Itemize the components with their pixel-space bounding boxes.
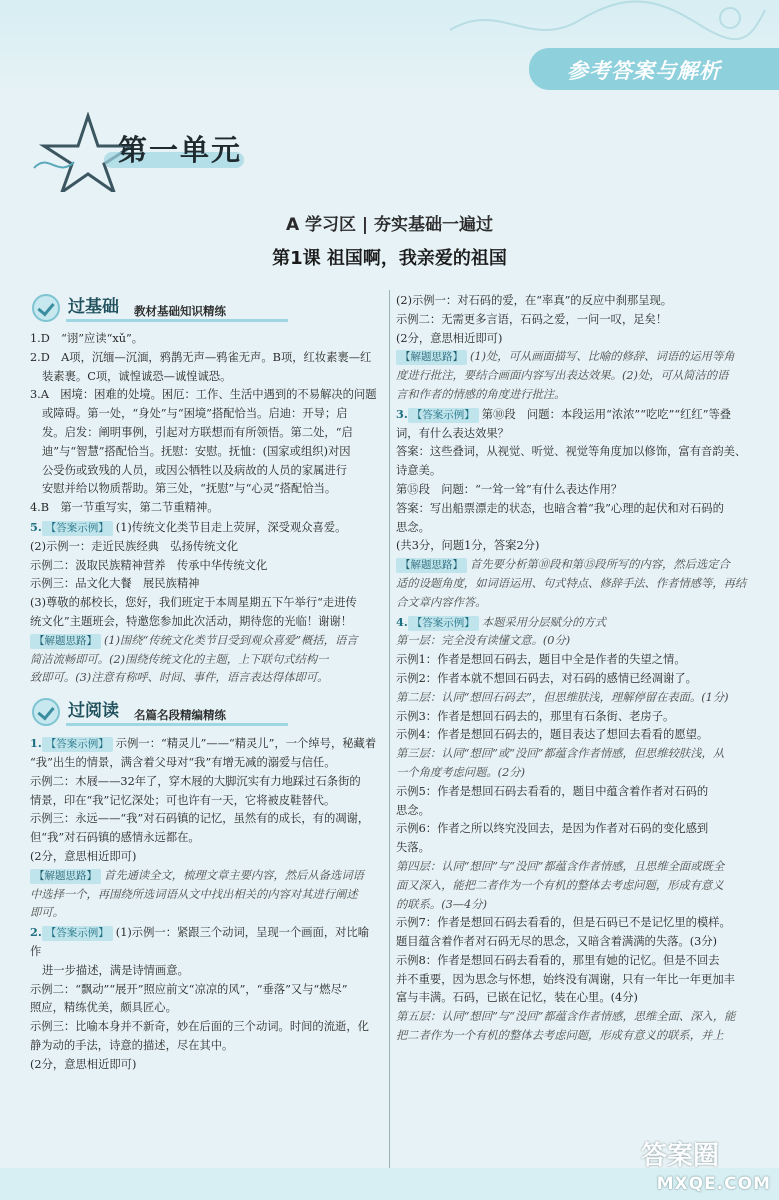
solution-tip-tag: 【解题思路】 bbox=[396, 350, 467, 365]
right-a4a-text: (1)处，可从画面描写、比喻的修辞、词语的运用等角 bbox=[470, 350, 735, 364]
watermark-logo: 答案圈 bbox=[640, 1141, 719, 1171]
answer-5i: 致即可。(3)注意有称呼、时间、事件，语言表达得体即可。 bbox=[30, 671, 329, 685]
right-c1c: 示例1：作者是想回石码去，题目中全是作者的失望之情。 bbox=[396, 653, 686, 667]
right-b1i-text: 首先要分析第⑩段和第⑮段所写的内容，然后选定合 bbox=[470, 558, 730, 572]
answer-5f: 统文化”主题班会，特邀您参加此次活动，期待您的光临！谢谢！ bbox=[30, 614, 353, 628]
reading-2a-text: (1)示例一：紧跟三个动词，呈现一个画面，对比喻作 bbox=[30, 926, 370, 958]
answer-example-tag: 【答案示例】 bbox=[42, 926, 113, 941]
reading-1g: (2分，意思相近即可) bbox=[30, 849, 137, 863]
answer-5a-text: (1)传统文化类节目走上荧屏，深受观众喜爱。 bbox=[115, 520, 347, 534]
right-c1u: 富与丰满。石码，已嵌在记忆，装在心里。(4分) bbox=[396, 991, 638, 1005]
check-icon bbox=[32, 698, 60, 726]
right-c1f: 示例3：作者是想回石码去的，那里有石条街、老房子。 bbox=[396, 709, 675, 723]
right-c1k: 思念。 bbox=[396, 803, 430, 817]
column-divider bbox=[389, 290, 390, 1180]
right-b1e: 第⑮段 问题：“一耸一耸”有什么表达作用？ bbox=[396, 482, 623, 496]
answer-5c: 示例二：汲取民族精神营养 传承中华传统文化 bbox=[30, 558, 268, 572]
right-b1g: 思念。 bbox=[396, 520, 430, 534]
answer-1: 1.D “诩”应读“xǔ”。 bbox=[30, 332, 144, 345]
heading-reading-subtitle: 名篇名段精编精练 bbox=[134, 708, 226, 723]
left-column bbox=[30, 292, 380, 1074]
right-b1c: 答案：这些叠词，从视觉、听觉、视觉等角度加以修饰，富有音韵美、 bbox=[396, 445, 747, 459]
answer-5b: (2)示例一：走近民族经典 弘扬传统文化 bbox=[30, 539, 239, 553]
reading-2f: 静为动的手法，诗意的描述，尽在其中。 bbox=[30, 1038, 234, 1052]
reading-1a-text: 示例一：“精灵儿”——“精灵儿”，一个绰号，秘藏着 bbox=[115, 737, 377, 751]
answer-banner bbox=[529, 48, 779, 90]
right-a1: (2)示例一：对石码的爱，在“率真”的反应中刹那呈现。 bbox=[396, 294, 673, 307]
decorative-swirl-icon bbox=[440, 0, 770, 46]
right-c1p: 的联系。(3—4分) bbox=[396, 897, 487, 911]
heading-reading bbox=[30, 698, 380, 728]
right-b1d: 诗意美。 bbox=[396, 464, 442, 478]
right-a4c: 言和作者的情感的角度进行批注。 bbox=[396, 387, 566, 401]
reading-1i: 中选择一个，再围绕所选词语从文中找出相关的内容对其进行阐述 bbox=[30, 887, 358, 901]
answer-5a: 5. 【答案示例】 (1)传统文化类节目走上荧屏，深受观众喜爱。 bbox=[30, 519, 347, 534]
right-a2: 示例二：无需更多言语，石码之爱，一问一叹，足矣！ bbox=[396, 312, 668, 326]
reading-1e: 示例三：永远——“我”对石码镇的记忆，虽然有的成长，有的凋谢， bbox=[30, 812, 370, 826]
right-c1b: 第一层：完全没有读懂文意。(0分) bbox=[396, 634, 571, 648]
reading-2c: 示例二：“飘动”“展开”照应前文“凉凉的风”，“垂落”又与“燃尽” bbox=[30, 982, 348, 996]
right-c1q: 示例7：作者是想回石码去看看的，但是石码已不是记忆里的模样。 bbox=[396, 916, 731, 930]
right-c1l: 示例6：作者之所以终究没回去，是因为作者对石码的变化感到 bbox=[396, 822, 709, 836]
right-a4a bbox=[396, 348, 758, 367]
right-b1a-text: 第⑩段 问题：本段运用“浓浓”“吃吃”“红红”等叠 bbox=[481, 407, 732, 421]
answer-5e: (3)尊敬的郝校长，您好，我们班定于本周星期五下午举行“走进传 bbox=[30, 596, 357, 610]
right-c1d: 示例2：作者本就不想回石码去，对石码的感情已经凋谢了。 bbox=[396, 671, 697, 685]
heading-basics-subtitle: 教材基础知识精练 bbox=[134, 304, 226, 318]
reading-2g: (2分，意思相近即可) bbox=[30, 1057, 137, 1071]
reading-1h bbox=[30, 867, 380, 886]
right-c1n: 第四层：认同“想回”与“没回”都蕴含作者情感，且思维全面或既全 bbox=[396, 859, 725, 873]
right-column bbox=[396, 292, 758, 1046]
heading-basics bbox=[30, 294, 380, 324]
right-c1w: 把二者作为一个有机的整体去考虑问题，形成有意义的联系，并上 bbox=[396, 1029, 724, 1043]
answer-3b: 或障碍。第一处，“身处”与“困境”搭配恰当。启迪：开导；启 bbox=[42, 407, 348, 421]
right-c1r: 题目蕴含着作者对石码无尽的思念，又暗含着满满的失落。(3分) bbox=[396, 935, 718, 949]
answer-4: 4.B 第一节重写实，第二节重精神。 bbox=[30, 501, 219, 515]
right-b1b: 词，有什么表达效果？ bbox=[396, 426, 509, 440]
right-b1k: 合文章内容作答。 bbox=[396, 595, 487, 609]
reading-2d: 照应，精练优美，颇具匠心。 bbox=[30, 1001, 177, 1015]
right-c1t: 并不重要，因为思念与怀想，始终没有凋谢，只有一年比一年更加丰 bbox=[396, 972, 735, 986]
right-b1h: (共3分，问题1分，答案2分) bbox=[396, 539, 540, 553]
banner-label: 参考答案与解析 bbox=[567, 59, 721, 83]
right-c1o: 面又深入，能把二者作为一个有机的整体去考虑问题，形成有意义 bbox=[396, 878, 724, 892]
answer-5g bbox=[30, 632, 380, 651]
reading-2b: 进一步描述，满是诗情画意。 bbox=[42, 963, 189, 977]
answer-3c: 发。启发：阐明事例，引起对方联想而有所领悟。第二处，“启 bbox=[42, 425, 353, 439]
reading-1f: 但“我”对石码镇的感情永远都在。 bbox=[30, 831, 200, 845]
unit-title: 第一单元 bbox=[118, 133, 243, 167]
answer-5g-text: (1)围绕“传统文化类节目受到观众喜爱”概括，语言 bbox=[104, 633, 358, 647]
right-a3: (2分，意思相近即可) bbox=[396, 331, 503, 345]
right-c1h: 第三层：认同“想回”或“没回”都蕴含作者情感，但思维较肤浅，从 bbox=[396, 747, 725, 761]
right-c1i: 一个角度考虑问题。(2分) bbox=[396, 765, 525, 779]
reading-1j: 即可。 bbox=[30, 906, 64, 920]
right-b1i bbox=[396, 556, 758, 575]
right-c1s: 示例8：作者是想回石码去看看的，那里有她的记忆。但是不回去 bbox=[396, 953, 720, 967]
answer-3d: 迪”与“智慧”搭配恰当。抚慰：安慰。抚恤：(国家或组织)对因 bbox=[42, 444, 351, 458]
right-c1e: 第二层：认同“想回石码去”，但思维肤浅，理解停留在表面。(1分) bbox=[396, 690, 729, 704]
heading-basics-title: 过基础 bbox=[68, 297, 119, 317]
solution-tip-tag: 【解题思路】 bbox=[30, 869, 101, 884]
right-c1j: 示例5：作者是想回石码去看看的，题目中蕴含着作者对石码的 bbox=[396, 784, 709, 798]
check-icon bbox=[32, 294, 60, 322]
reading-2a: 2. 【答案示例】 (1)示例一：紧跟三个动词，呈现一个画面，对比喻作 bbox=[30, 925, 370, 958]
right-a4b: 度进行批注，要结合画面内容写出表达效果。(2)处，可从简洁的语 bbox=[396, 369, 729, 383]
section-title: A 学习区 | 夯实基础一遍过 bbox=[285, 215, 494, 235]
answer-3a: 3.A 困境：困难的处境。困厄：工作、生活中遇到的不易解决的问题 bbox=[30, 388, 377, 402]
right-c1g: 示例4：作者是想回石码去的，题目表达了想回去看看的愿望。 bbox=[396, 728, 709, 742]
answer-example-tag: 【答案示例】 bbox=[408, 616, 479, 631]
solution-tip-tag: 【解题思路】 bbox=[396, 558, 467, 573]
answer-2b: 装素裹。C项，诚惶诚恐—诚惶诚恐。 bbox=[42, 369, 232, 383]
right-b1a: 3. 【答案示例】 第⑩段 问题：本段运用“浓浓”“吃吃”“红红”等叠 bbox=[396, 406, 732, 421]
reading-1c: 示例二：木屐——32年了，穿木屐的大脚沉实有力地踩过石条街的 bbox=[30, 774, 361, 788]
reading-2e: 示例三：比喻本身并不新奇，妙在后面的三个动词。时间的流逝，化 bbox=[30, 1020, 369, 1034]
reading-1a: 1. 【答案示例】 示例一：“精灵儿”——“精灵儿”，一个绰号，秘藏着 bbox=[30, 736, 377, 751]
right-c1v: 第五层：认同“想回”与“没回”都蕴含作者情感，思维全面、深入，能 bbox=[396, 1010, 736, 1024]
solution-tip-tag: 【解题思路】 bbox=[30, 634, 101, 649]
watermark-url: MXQE.COM bbox=[656, 1174, 771, 1194]
answer-5h: 简洁流畅即可。(2)围绕传统文化的主题，上下联句式结构一 bbox=[30, 652, 329, 666]
right-c1m: 失落。 bbox=[396, 841, 430, 855]
reading-1h-text: 首先通读全文，梳理文章主要内容，然后从备选词语 bbox=[104, 868, 364, 882]
reading-1b: “我”出生的情景，满含着父母对“我”有增无减的溺爱与信任。 bbox=[30, 755, 336, 769]
reading-1d: 情景，印在“我”记忆深处；可也许有一天，它将被皮鞋替代。 bbox=[30, 793, 336, 807]
right-b1f: 答案：写出船票漂走的状态，也暗含着“我”心理的起伏和对石码的 bbox=[396, 501, 724, 515]
answer-3e: 公受伤或致残的人员，或因公牺牲以及病故的人员的家属进行 bbox=[42, 463, 348, 477]
answer-example-tag: 【答案示例】 bbox=[42, 521, 113, 536]
answer-example-tag: 【答案示例】 bbox=[408, 408, 479, 423]
answer-5d: 示例三：品文化大餐 展民族精神 bbox=[30, 577, 200, 591]
answer-3f: 安慰并给以物质帮助。第三处，“抚慰”与“心灵”搭配恰当。 bbox=[42, 482, 337, 496]
answer-example-tag: 【答案示例】 bbox=[42, 737, 113, 752]
right-c1a-text: 本题采用分层赋分的方式 bbox=[481, 615, 607, 629]
right-c1a: 4. 【答案示例】 本题采用分层赋分的方式 bbox=[396, 614, 607, 629]
right-b1j: 适的设题角度，如词语运用、句式特点、修辞手法、作者情感等，再结 bbox=[396, 576, 747, 590]
lesson-title: 第1课 祖国啊，我亲爱的祖国 bbox=[272, 248, 507, 269]
heading-reading-title: 过阅读 bbox=[68, 701, 119, 722]
answer-2a: 2.D A项，沉缅—沉湎，鸦鹊无声—鸦雀无声。B项，红妆素裹—红 bbox=[30, 350, 372, 364]
